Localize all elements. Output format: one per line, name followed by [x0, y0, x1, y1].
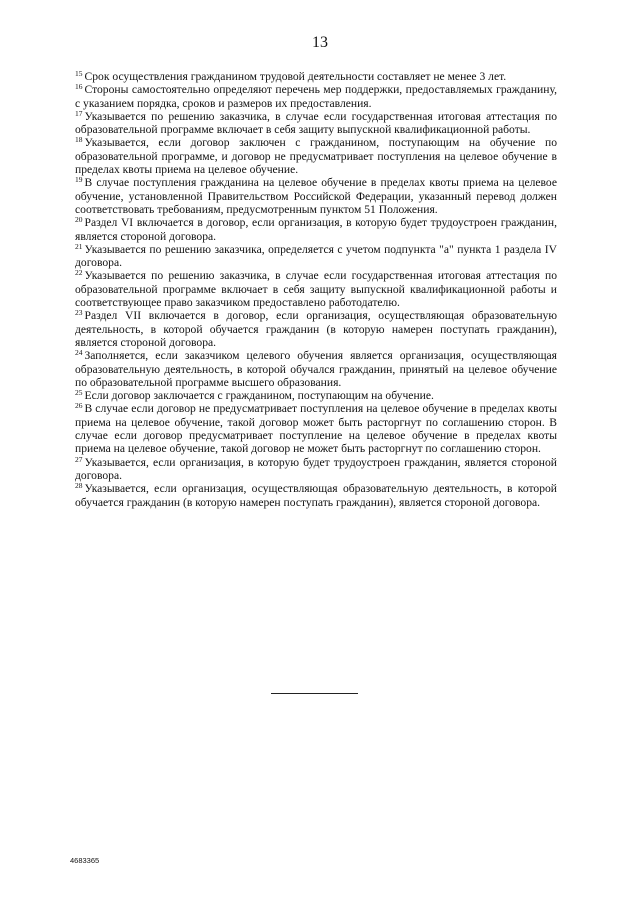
footnote-27 [75, 456, 557, 483]
footnote-text: Указывается по решению заказчика, определяется с учетом подпункта "а" пункта 1 раздела IV договора. [75, 242, 557, 270]
footnote-18 [75, 136, 557, 176]
footnote-number: 25 [75, 388, 83, 398]
footnote-text: Раздел VI включается в договор, если организация, в которую будет трудоустроен гражданин, является стороной договора. [75, 216, 557, 243]
footnote-24 [75, 349, 557, 389]
footnote-number: 28 [75, 481, 83, 491]
footnote-26 [75, 402, 557, 455]
footnote-text: Раздел VII включается в договор, если организация, осуществляющая образовательную деятельность, в которой обучается гражданин (в которую намерен поступать гражданин), является стороной договора. [75, 309, 557, 349]
footnote-16 [75, 83, 557, 110]
footnote-21 [75, 243, 557, 270]
footnote-text: Указывается, если организация, в которую будет трудоустроен гражданин, является стороной договора. [75, 455, 557, 482]
footnote-28 [75, 482, 557, 509]
footnote-15 [75, 70, 557, 83]
footnote-number: 24 [75, 348, 83, 358]
footnote-number: 15 [75, 69, 83, 78]
footnote-text: Указывается, если организация, осуществляющая образовательную деятельность, в которой обучается гражданин (в которую намерен поступать гражданин), является стороной договора. [75, 482, 557, 509]
footnote-number: 16 [75, 82, 83, 92]
footnote-number: 21 [75, 241, 83, 251]
footnote-number: 26 [75, 401, 83, 411]
page-number: 13 [312, 34, 328, 51]
footnote-number: 22 [75, 268, 83, 278]
document-id: 4683365 [70, 856, 100, 865]
footnote-19 [75, 176, 557, 216]
footnote-20 [75, 216, 557, 243]
footnote-number: 23 [75, 308, 83, 318]
footnote-22 [75, 269, 557, 309]
footnote-number: 19 [75, 175, 83, 185]
footnote-number: 18 [75, 135, 83, 145]
footnote-text: Заполняется, если заказчиком целевого обучения является организация, осуществляющая образовательную деятельность, в которой обучался гражданин, принятый на целевое обучение по образовательной программе высшего образования. [75, 349, 557, 389]
footnote-text: В случае если договор не предусматривает поступления на целевое обучение в пределах квоты приема на целевое обучение, такой договор может быть расторгнут по соглашению сторон. В случае если договор предусматривает поступление на целевое обучение в пределах квоты приема на целевое обучение, такой договор не может быть расторгнут по соглашению сторон. [75, 402, 557, 456]
footnote-text: Срок осуществления гражданином трудовой деятельности составляет не менее 3 лет. [84, 70, 507, 83]
footnote-number: 20 [75, 215, 83, 225]
footnote-number: 17 [75, 108, 83, 118]
footnote-text: Стороны самостоятельно определяют перечень мер поддержки, предоставляемых гражданину, с указанием порядка, сроков и размеров их предоставления. [75, 83, 557, 110]
footnote-17 [75, 110, 557, 137]
end-divider [271, 693, 358, 694]
footnote-text: Указывается по решению заказчика, в случае если государственная итоговая аттестация по образовательной программе включает в себя защиту выпускной квалификационной работы. [75, 109, 557, 137]
footnote-25 [75, 389, 557, 402]
footnote-text: Указывается, если договор заключен с гражданином, поступающим на обучение по образовательной программе, и договор не предусматривает поступления на целевое обучение в пределах квоты приема на целевое обучение. [75, 136, 557, 177]
footnote-23 [75, 309, 557, 349]
footnote-text: Если договор заключается с гражданином, поступающим на обучение. [84, 389, 434, 403]
footnotes-list [75, 70, 557, 509]
footnote-text: Указывается по решению заказчика, в случае если государственная итоговая аттестация по образовательной программе включает в себя защиту выпускной квалификационной работы и соответствующее право заказчиком предоставлено работодателю. [75, 269, 557, 310]
footnote-number: 27 [75, 454, 83, 464]
footnote-text: В случае поступления гражданина на целевое обучение в пределах квоты приема на целевое обучение, установленной Правительством Российской Федерации, указанный перевод должен соответствовать требованиям, предусмотренным пунктом 51 Положения. [75, 176, 557, 216]
